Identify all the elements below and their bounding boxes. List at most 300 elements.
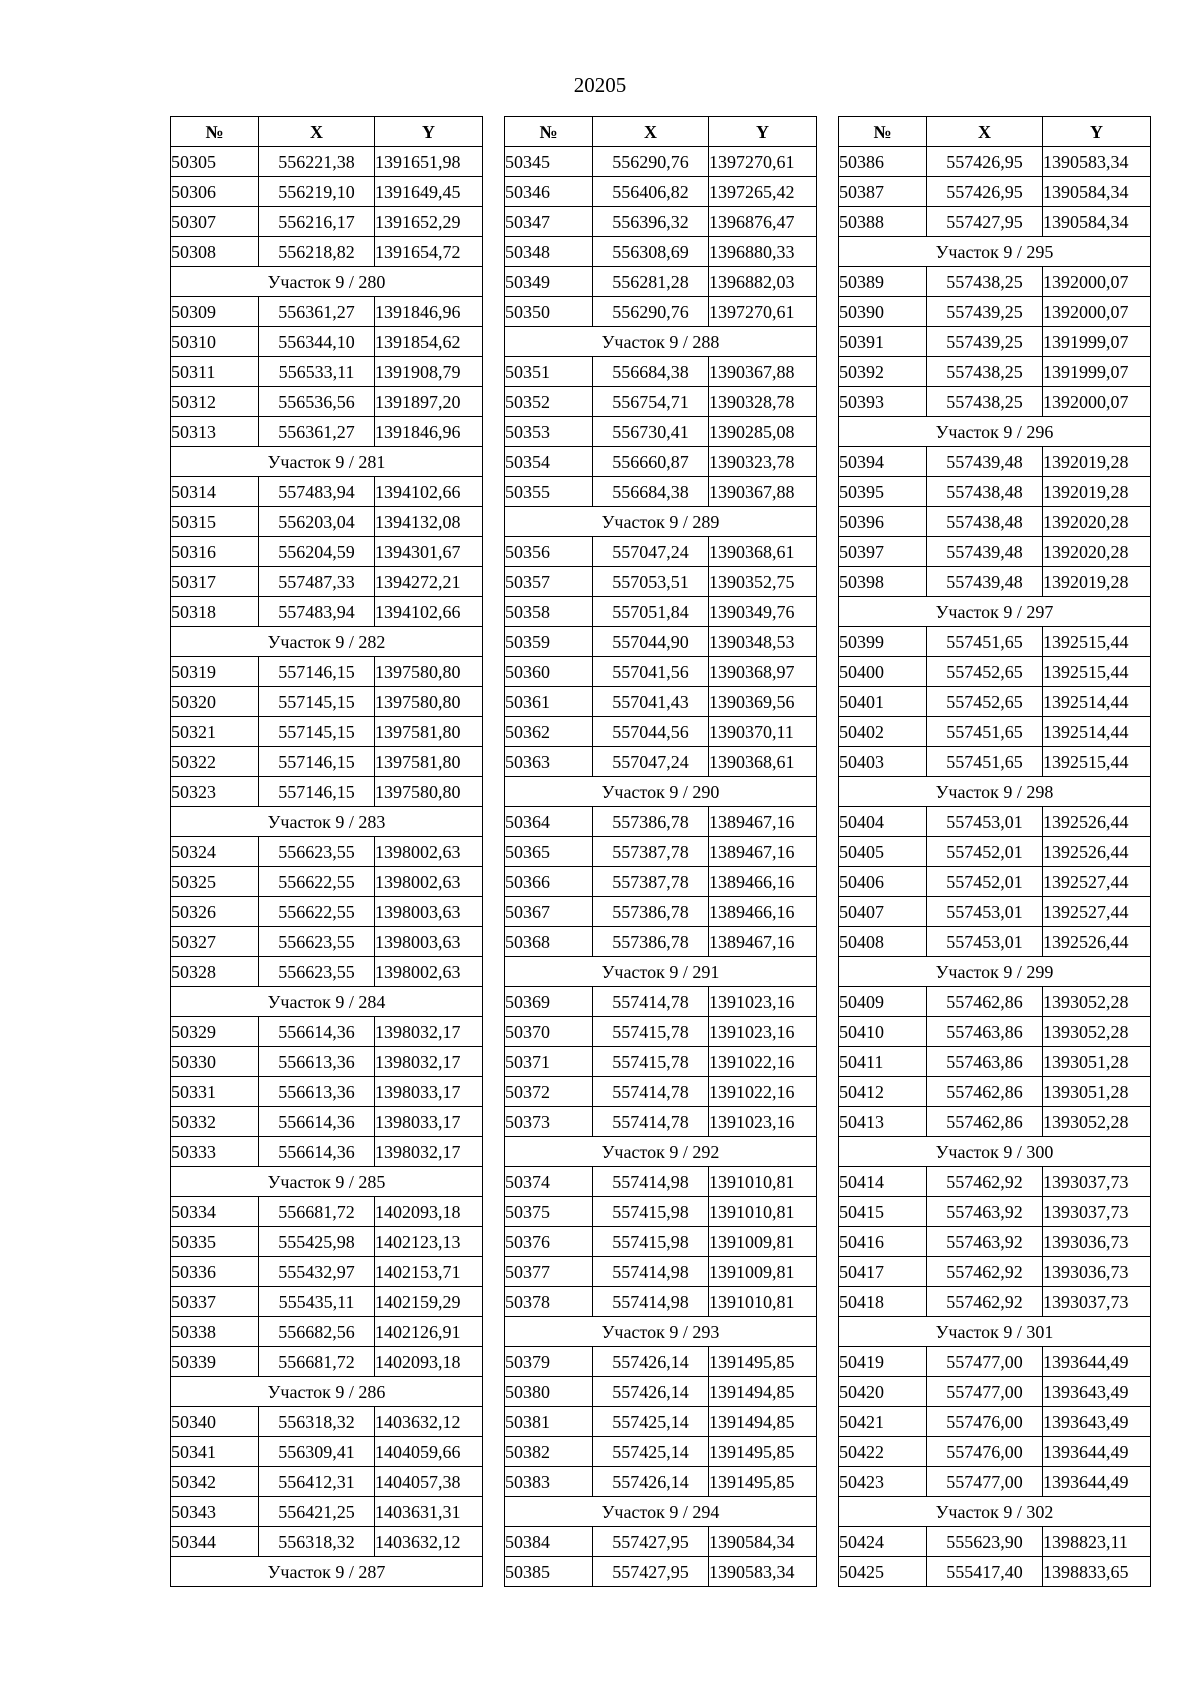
table-row	[505, 567, 817, 597]
table-row	[171, 1497, 483, 1527]
table-row	[505, 987, 817, 1017]
point-number-cell: 50414	[839, 1167, 927, 1197]
point-number-cell: 50408	[839, 927, 927, 957]
table-row	[839, 567, 1151, 597]
x-coordinate-cell: 556218,82	[259, 237, 375, 267]
table-row	[505, 1347, 817, 1377]
y-coordinate-cell: 1390349,76	[709, 597, 817, 627]
x-coordinate-cell: 556533,11	[259, 357, 375, 387]
point-number-cell: 50416	[839, 1227, 927, 1257]
section-header-row	[171, 1557, 483, 1587]
point-number-cell: 50348	[505, 237, 593, 267]
x-coordinate-cell: 557415,98	[593, 1227, 709, 1257]
point-number-cell: 50367	[505, 897, 593, 927]
table-row	[505, 807, 817, 837]
table-row	[505, 597, 817, 627]
section-title: Участок 9 / 285	[171, 1167, 483, 1197]
x-coordinate-cell: 557463,92	[927, 1197, 1043, 1227]
table-row	[171, 297, 483, 327]
x-coordinate-cell: 555623,90	[927, 1527, 1043, 1557]
x-coordinate-cell: 557426,14	[593, 1467, 709, 1497]
y-coordinate-cell: 1398002,63	[375, 837, 483, 867]
y-coordinate-cell: 1390367,88	[709, 357, 817, 387]
point-number-cell: 50396	[839, 507, 927, 537]
table-row	[505, 1407, 817, 1437]
x-coordinate-cell: 557425,14	[593, 1437, 709, 1467]
table-row	[505, 717, 817, 747]
x-coordinate-cell: 557438,25	[927, 357, 1043, 387]
table-row	[839, 627, 1151, 657]
table-row	[505, 147, 817, 177]
table-row	[171, 1077, 483, 1107]
point-number-cell: 50399	[839, 627, 927, 657]
table-row	[171, 477, 483, 507]
table-row	[171, 1137, 483, 1167]
section-title: Участок 9 / 280	[171, 267, 483, 297]
x-coordinate-cell: 556344,10	[259, 327, 375, 357]
table-row	[839, 1257, 1151, 1287]
x-coordinate-cell: 557463,86	[927, 1047, 1043, 1077]
x-coordinate-cell: 557453,01	[927, 897, 1043, 927]
x-coordinate-cell: 556730,41	[593, 417, 709, 447]
y-coordinate-cell: 1391908,79	[375, 357, 483, 387]
table-row	[505, 627, 817, 657]
point-number-cell: 50370	[505, 1017, 593, 1047]
point-number-cell: 50351	[505, 357, 593, 387]
point-number-cell: 50376	[505, 1227, 593, 1257]
y-coordinate-cell: 1402126,91	[375, 1317, 483, 1347]
x-coordinate-cell: 557439,25	[927, 297, 1043, 327]
y-coordinate-cell: 1392526,44	[1043, 927, 1151, 957]
x-coordinate-cell: 556318,32	[259, 1407, 375, 1437]
y-coordinate-cell: 1392020,28	[1043, 537, 1151, 567]
coordinates-table-2	[504, 116, 817, 1587]
y-coordinate-cell: 1390583,34	[709, 1557, 817, 1587]
y-coordinate-cell: 1394272,21	[375, 567, 483, 597]
section-header-row	[171, 1167, 483, 1197]
y-coordinate-cell: 1390348,53	[709, 627, 817, 657]
point-number-cell: 50360	[505, 657, 593, 687]
table-row	[171, 1047, 483, 1077]
y-coordinate-cell: 1392515,44	[1043, 627, 1151, 657]
x-coordinate-cell: 557438,25	[927, 387, 1043, 417]
y-coordinate-cell: 1391495,85	[709, 1467, 817, 1497]
table-row	[839, 717, 1151, 747]
point-number-cell: 50322	[171, 747, 259, 777]
point-number-cell: 50362	[505, 717, 593, 747]
y-coordinate-cell: 1390369,56	[709, 687, 817, 717]
table-row	[839, 1467, 1151, 1497]
section-title: Участок 9 / 287	[171, 1557, 483, 1587]
section-header-row	[171, 807, 483, 837]
x-coordinate-cell: 557426,14	[593, 1377, 709, 1407]
table-row	[171, 897, 483, 927]
y-coordinate-cell: 1404057,38	[375, 1467, 483, 1497]
y-coordinate-cell: 1393052,28	[1043, 1017, 1151, 1047]
point-number-cell: 50392	[839, 357, 927, 387]
table-row	[171, 417, 483, 447]
y-coordinate-cell: 1393051,28	[1043, 1047, 1151, 1077]
table-row	[839, 807, 1151, 837]
table-header-row	[505, 117, 817, 147]
column-header-x: X	[259, 117, 375, 147]
y-coordinate-cell: 1390352,75	[709, 567, 817, 597]
point-number-cell: 50323	[171, 777, 259, 807]
x-coordinate-cell: 556308,69	[593, 237, 709, 267]
y-coordinate-cell: 1392000,07	[1043, 297, 1151, 327]
section-header-row	[171, 627, 483, 657]
y-coordinate-cell: 1392514,44	[1043, 717, 1151, 747]
point-number-cell: 50356	[505, 537, 593, 567]
table-row	[839, 1107, 1151, 1137]
point-number-cell: 50306	[171, 177, 259, 207]
point-number-cell: 50334	[171, 1197, 259, 1227]
x-coordinate-cell: 557041,43	[593, 687, 709, 717]
coordinates-table-1	[170, 116, 483, 1587]
y-coordinate-cell: 1391022,16	[709, 1077, 817, 1107]
point-number-cell: 50422	[839, 1437, 927, 1467]
x-coordinate-cell: 556318,32	[259, 1527, 375, 1557]
x-coordinate-cell: 557427,95	[593, 1527, 709, 1557]
table-row	[839, 867, 1151, 897]
point-number-cell: 50353	[505, 417, 593, 447]
table-row	[839, 177, 1151, 207]
table-row	[505, 537, 817, 567]
y-coordinate-cell: 1391999,07	[1043, 357, 1151, 387]
y-coordinate-cell: 1393036,73	[1043, 1227, 1151, 1257]
table-row	[839, 1047, 1151, 1077]
x-coordinate-cell: 557047,24	[593, 747, 709, 777]
point-number-cell: 50375	[505, 1197, 593, 1227]
y-coordinate-cell: 1391010,81	[709, 1167, 817, 1197]
y-coordinate-cell: 1389467,16	[709, 837, 817, 867]
table-row	[839, 207, 1151, 237]
table-row	[505, 447, 817, 477]
point-number-cell: 50330	[171, 1047, 259, 1077]
x-coordinate-cell: 556681,72	[259, 1197, 375, 1227]
section-header-row	[839, 1497, 1151, 1527]
x-coordinate-cell: 556203,04	[259, 507, 375, 537]
y-coordinate-cell: 1391846,96	[375, 417, 483, 447]
y-coordinate-cell: 1392527,44	[1043, 867, 1151, 897]
table-row	[171, 777, 483, 807]
point-number-cell: 50413	[839, 1107, 927, 1137]
point-number-cell: 50327	[171, 927, 259, 957]
table-row	[839, 1527, 1151, 1557]
y-coordinate-cell: 1393644,49	[1043, 1347, 1151, 1377]
table-row	[505, 387, 817, 417]
point-number-cell: 50395	[839, 477, 927, 507]
section-title: Участок 9 / 291	[505, 957, 817, 987]
x-coordinate-cell: 556613,36	[259, 1047, 375, 1077]
y-coordinate-cell: 1404059,66	[375, 1437, 483, 1467]
x-coordinate-cell: 556623,55	[259, 957, 375, 987]
x-coordinate-cell: 556622,55	[259, 897, 375, 927]
table-row	[505, 837, 817, 867]
y-coordinate-cell: 1397270,61	[709, 147, 817, 177]
point-number-cell: 50314	[171, 477, 259, 507]
point-number-cell: 50377	[505, 1257, 593, 1287]
point-number-cell: 50357	[505, 567, 593, 597]
x-coordinate-cell: 557452,65	[927, 657, 1043, 687]
section-header-row	[171, 267, 483, 297]
y-coordinate-cell: 1390323,78	[709, 447, 817, 477]
point-number-cell: 50381	[505, 1407, 593, 1437]
table-row	[839, 687, 1151, 717]
point-number-cell: 50423	[839, 1467, 927, 1497]
section-header-row	[839, 1137, 1151, 1167]
x-coordinate-cell: 557427,95	[927, 207, 1043, 237]
point-number-cell: 50385	[505, 1557, 593, 1587]
table-row	[839, 837, 1151, 867]
x-coordinate-cell: 557414,78	[593, 1107, 709, 1137]
y-coordinate-cell: 1393643,49	[1043, 1377, 1151, 1407]
point-number-cell: 50374	[505, 1167, 593, 1197]
point-number-cell: 50350	[505, 297, 593, 327]
x-coordinate-cell: 555435,11	[259, 1287, 375, 1317]
x-coordinate-cell: 556684,38	[593, 357, 709, 387]
section-title: Участок 9 / 281	[171, 447, 483, 477]
x-coordinate-cell: 557427,95	[593, 1557, 709, 1587]
y-coordinate-cell: 1389466,16	[709, 867, 817, 897]
point-number-cell: 50382	[505, 1437, 593, 1467]
x-coordinate-cell: 556204,59	[259, 537, 375, 567]
y-coordinate-cell: 1390285,08	[709, 417, 817, 447]
x-coordinate-cell: 557415,78	[593, 1047, 709, 1077]
y-coordinate-cell: 1397580,80	[375, 687, 483, 717]
point-number-cell: 50393	[839, 387, 927, 417]
table-row	[839, 657, 1151, 687]
y-coordinate-cell: 1397580,80	[375, 777, 483, 807]
y-coordinate-cell: 1391897,20	[375, 387, 483, 417]
point-number-cell: 50378	[505, 1287, 593, 1317]
y-coordinate-cell: 1403631,31	[375, 1497, 483, 1527]
table-row	[171, 717, 483, 747]
table-row	[505, 177, 817, 207]
table-row	[505, 927, 817, 957]
y-coordinate-cell: 1402093,18	[375, 1347, 483, 1377]
x-coordinate-cell: 556309,41	[259, 1437, 375, 1467]
table-row	[505, 1167, 817, 1197]
x-coordinate-cell: 557439,48	[927, 567, 1043, 597]
column-header-no: №	[171, 117, 259, 147]
x-coordinate-cell: 556361,27	[259, 417, 375, 447]
point-number-cell: 50361	[505, 687, 593, 717]
table-row	[839, 387, 1151, 417]
y-coordinate-cell: 1398003,63	[375, 927, 483, 957]
table-row	[505, 297, 817, 327]
x-coordinate-cell: 556406,82	[593, 177, 709, 207]
x-coordinate-cell: 557414,98	[593, 1257, 709, 1287]
x-coordinate-cell: 557483,94	[259, 597, 375, 627]
x-coordinate-cell: 557438,25	[927, 267, 1043, 297]
section-title: Участок 9 / 302	[839, 1497, 1151, 1527]
x-coordinate-cell: 557145,15	[259, 717, 375, 747]
y-coordinate-cell: 1392527,44	[1043, 897, 1151, 927]
point-number-cell: 50338	[171, 1317, 259, 1347]
point-number-cell: 50359	[505, 627, 593, 657]
point-number-cell: 50415	[839, 1197, 927, 1227]
point-number-cell: 50349	[505, 267, 593, 297]
x-coordinate-cell: 557386,78	[593, 927, 709, 957]
x-coordinate-cell: 557387,78	[593, 867, 709, 897]
point-number-cell: 50380	[505, 1377, 593, 1407]
point-number-cell: 50363	[505, 747, 593, 777]
point-number-cell: 50325	[171, 867, 259, 897]
x-coordinate-cell: 557462,92	[927, 1167, 1043, 1197]
point-number-cell: 50309	[171, 297, 259, 327]
section-title: Участок 9 / 289	[505, 507, 817, 537]
table-row	[505, 1197, 817, 1227]
table-row	[839, 1227, 1151, 1257]
table-row	[839, 1347, 1151, 1377]
table-row	[505, 1107, 817, 1137]
table-row	[839, 1557, 1151, 1587]
x-coordinate-cell: 556613,36	[259, 1077, 375, 1107]
y-coordinate-cell: 1393644,49	[1043, 1467, 1151, 1497]
y-coordinate-cell: 1391023,16	[709, 1107, 817, 1137]
point-number-cell: 50407	[839, 897, 927, 927]
page-number: 20205	[573, 73, 627, 97]
y-coordinate-cell: 1390583,34	[1043, 147, 1151, 177]
point-number-cell: 50352	[505, 387, 593, 417]
table-row	[171, 1227, 483, 1257]
x-coordinate-cell: 557453,01	[927, 927, 1043, 957]
section-title: Участок 9 / 299	[839, 957, 1151, 987]
point-number-cell: 50405	[839, 837, 927, 867]
section-header-row	[839, 957, 1151, 987]
x-coordinate-cell: 556216,17	[259, 207, 375, 237]
x-coordinate-cell: 557452,01	[927, 837, 1043, 867]
table-row	[505, 417, 817, 447]
y-coordinate-cell: 1391495,85	[709, 1437, 817, 1467]
x-coordinate-cell: 557426,95	[927, 177, 1043, 207]
y-coordinate-cell: 1396882,03	[709, 267, 817, 297]
point-number-cell: 50425	[839, 1557, 927, 1587]
x-coordinate-cell: 556622,55	[259, 867, 375, 897]
y-coordinate-cell: 1391654,72	[375, 237, 483, 267]
x-coordinate-cell: 557477,00	[927, 1377, 1043, 1407]
x-coordinate-cell: 557414,78	[593, 1077, 709, 1107]
table-row	[505, 1377, 817, 1407]
table-row	[171, 537, 483, 567]
x-coordinate-cell: 557425,14	[593, 1407, 709, 1437]
table-row	[171, 567, 483, 597]
section-header-row	[505, 1317, 817, 1347]
table-row	[171, 507, 483, 537]
section-title: Участок 9 / 282	[171, 627, 483, 657]
x-coordinate-cell: 557053,51	[593, 567, 709, 597]
point-number-cell: 50354	[505, 447, 593, 477]
x-coordinate-cell: 557462,86	[927, 1077, 1043, 1107]
table-row	[505, 1467, 817, 1497]
y-coordinate-cell: 1392000,07	[1043, 267, 1151, 297]
x-coordinate-cell: 556614,36	[259, 1107, 375, 1137]
point-number-cell: 50390	[839, 297, 927, 327]
y-coordinate-cell: 1390584,34	[1043, 207, 1151, 237]
table-row	[171, 687, 483, 717]
y-coordinate-cell: 1398002,63	[375, 867, 483, 897]
point-number-cell: 50364	[505, 807, 593, 837]
y-coordinate-cell: 1391652,29	[375, 207, 483, 237]
table-row	[505, 687, 817, 717]
y-coordinate-cell: 1398833,65	[1043, 1557, 1151, 1587]
point-number-cell: 50404	[839, 807, 927, 837]
table-row	[505, 747, 817, 777]
y-coordinate-cell: 1391009,81	[709, 1257, 817, 1287]
point-number-cell: 50307	[171, 207, 259, 237]
y-coordinate-cell: 1392526,44	[1043, 807, 1151, 837]
point-number-cell: 50403	[839, 747, 927, 777]
table-row	[171, 1527, 483, 1557]
table-row	[839, 747, 1151, 777]
x-coordinate-cell: 557452,01	[927, 867, 1043, 897]
column-header-y: Y	[375, 117, 483, 147]
point-number-cell: 50386	[839, 147, 927, 177]
table-row	[171, 747, 483, 777]
table-row	[505, 1017, 817, 1047]
table-row	[505, 867, 817, 897]
x-coordinate-cell: 557453,01	[927, 807, 1043, 837]
point-number-cell: 50335	[171, 1227, 259, 1257]
table-row	[505, 207, 817, 237]
point-number-cell: 50419	[839, 1347, 927, 1377]
section-title: Участок 9 / 297	[839, 597, 1151, 627]
y-coordinate-cell: 1398032,17	[375, 1137, 483, 1167]
y-coordinate-cell: 1392019,28	[1043, 567, 1151, 597]
point-number-cell: 50369	[505, 987, 593, 1017]
point-number-cell: 50333	[171, 1137, 259, 1167]
point-number-cell: 50368	[505, 927, 593, 957]
point-number-cell: 50412	[839, 1077, 927, 1107]
y-coordinate-cell: 1397581,80	[375, 717, 483, 747]
section-title: Участок 9 / 298	[839, 777, 1151, 807]
y-coordinate-cell: 1392514,44	[1043, 687, 1151, 717]
y-coordinate-cell: 1403632,12	[375, 1527, 483, 1557]
point-number-cell: 50336	[171, 1257, 259, 1287]
y-coordinate-cell: 1391494,85	[709, 1377, 817, 1407]
table-row	[839, 477, 1151, 507]
point-number-cell: 50391	[839, 327, 927, 357]
x-coordinate-cell: 557451,65	[927, 627, 1043, 657]
point-number-cell: 50402	[839, 717, 927, 747]
y-coordinate-cell: 1391846,96	[375, 297, 483, 327]
y-coordinate-cell: 1392020,28	[1043, 507, 1151, 537]
point-number-cell: 50316	[171, 537, 259, 567]
y-coordinate-cell: 1389467,16	[709, 927, 817, 957]
table-row	[839, 447, 1151, 477]
x-coordinate-cell: 556281,28	[593, 267, 709, 297]
x-coordinate-cell: 557415,98	[593, 1197, 709, 1227]
point-number-cell: 50398	[839, 567, 927, 597]
point-number-cell: 50329	[171, 1017, 259, 1047]
section-header-row	[171, 987, 483, 1017]
table-row	[839, 1437, 1151, 1467]
table-row	[839, 537, 1151, 567]
x-coordinate-cell: 557047,24	[593, 537, 709, 567]
y-coordinate-cell: 1391854,62	[375, 327, 483, 357]
x-coordinate-cell: 555417,40	[927, 1557, 1043, 1587]
table-row	[171, 357, 483, 387]
point-number-cell: 50371	[505, 1047, 593, 1077]
table-row	[839, 1407, 1151, 1437]
point-number-cell: 50410	[839, 1017, 927, 1047]
x-coordinate-cell: 557438,48	[927, 507, 1043, 537]
x-coordinate-cell: 556682,56	[259, 1317, 375, 1347]
point-number-cell: 50339	[171, 1347, 259, 1377]
table-row	[505, 1227, 817, 1257]
y-coordinate-cell: 1392019,28	[1043, 477, 1151, 507]
